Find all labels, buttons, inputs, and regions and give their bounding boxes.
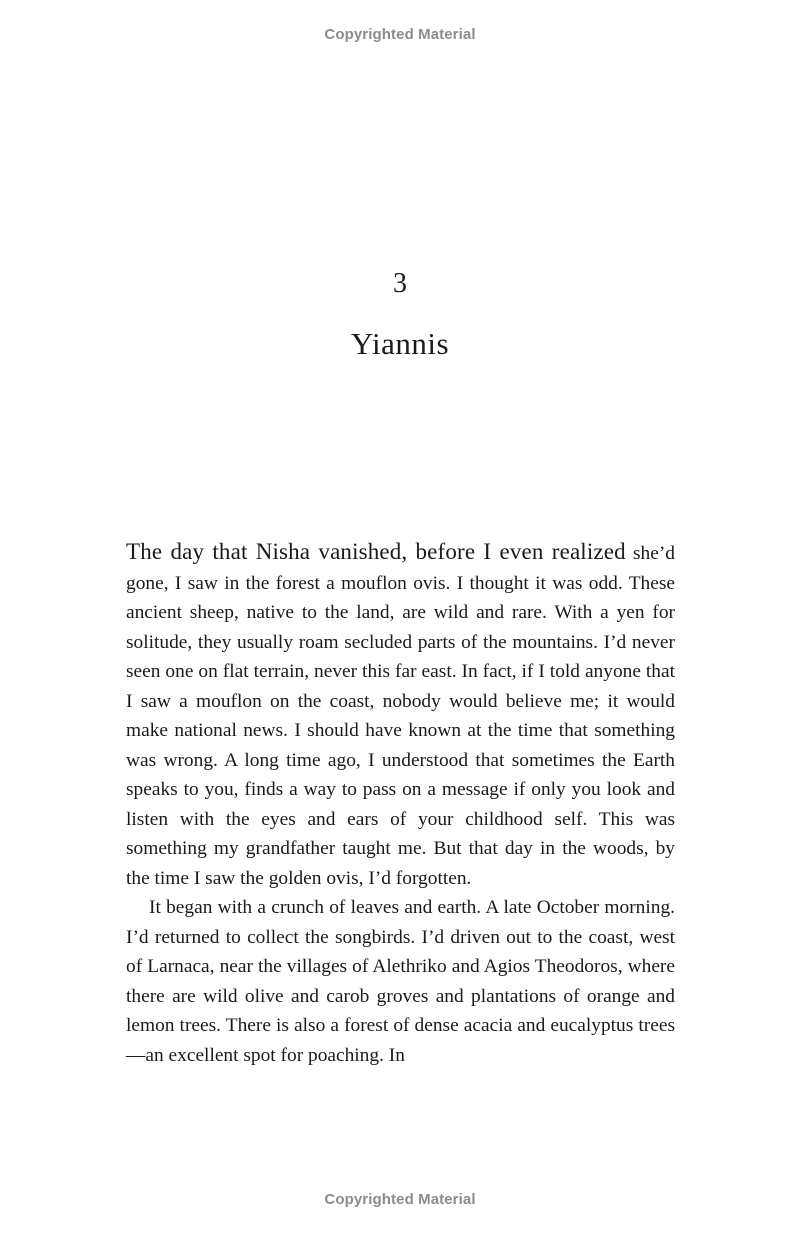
copyright-watermark-top: Copyrighted Material: [324, 26, 476, 43]
copyright-watermark-bottom: Copyrighted Material: [324, 1191, 476, 1208]
chapter-number: 3: [393, 268, 407, 299]
paragraph-1: [126, 537, 675, 893]
paragraph-1-text: she’d gone, I saw in the forest a mouflon ovis. I thought it was odd. These ancient sheep, native to the land, are wild and rare. With a yen for solitude, they usually roam secluded parts of the mountains. I’d never seen one on flat terrain, never this far east. In fact, if I told anyone that I saw a mouflon on the coast, nobody would believe me; it would make national news. I should have known at the time that something was wrong. A long time ago, I understood that sometimes the Earth speaks to you, finds a way to pass on a message if only you look and listen with the eyes and ears of your childhood self. This was something my grandfather taught me. But that day in the woods, by the time I saw the golden ovis, I’d forgotten.: [126, 543, 675, 889]
chapter-body: [126, 537, 675, 1070]
chapter-title: Yiannis: [350, 326, 450, 361]
paragraph-2: It began with a crunch of leaves and earth. A late October morning. I’d returned to collect the songbirds. I’d driven out to the coast, west of Larnaca, near the villages of Alethriko and Agios Theodoros, where there are wild olive and carob groves and plantations of orange and lemon trees. There is also a forest of dense acacia and eucalyptus trees—an excellent spot for poaching. In: [126, 897, 675, 1066]
opening-line: The day that Nisha vanished, before I even realized: [126, 539, 626, 564]
